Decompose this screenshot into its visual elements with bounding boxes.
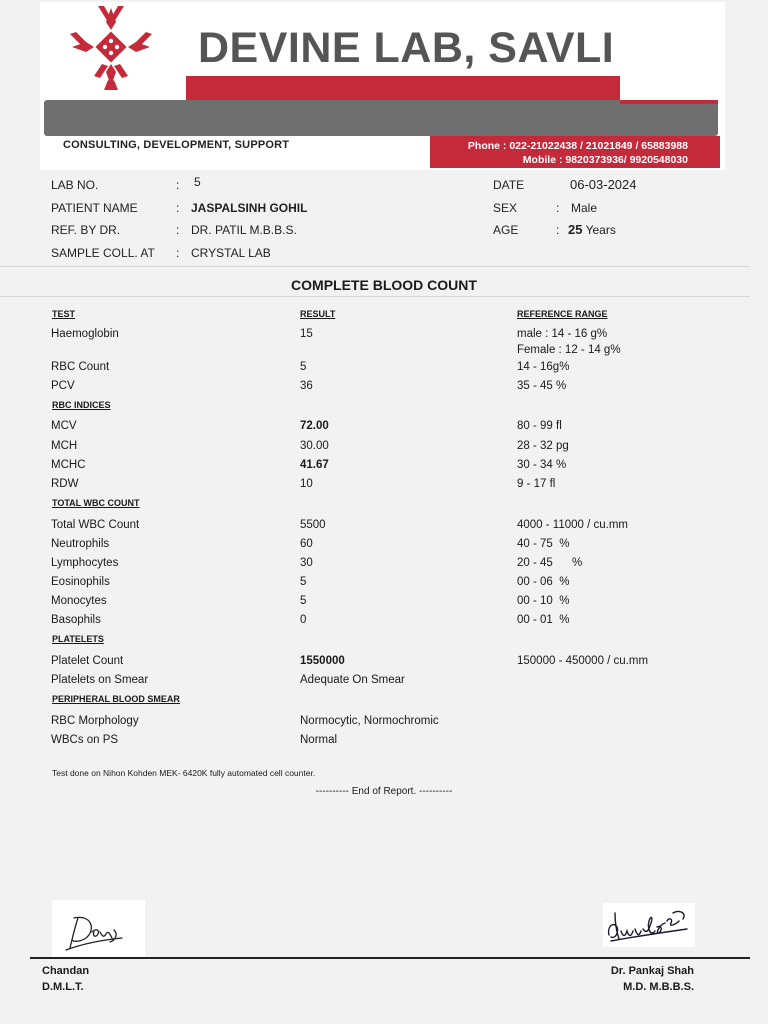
reference-range: 30 - 34 %	[517, 459, 567, 471]
reference-range: Female : 12 - 14 g%	[517, 344, 621, 356]
test-result: 5	[300, 361, 307, 373]
test-name: Monocytes	[51, 595, 107, 607]
colon: :	[556, 201, 560, 215]
test-name: MCHC	[51, 459, 86, 471]
section-heading-rbc-indices: RBC INDICES	[52, 400, 111, 410]
age-number: 25	[568, 222, 583, 237]
section-heading-peripheral-smear: PERIPHERAL BLOOD SMEAR	[52, 694, 180, 704]
header-red-accent	[620, 100, 718, 104]
colon: :	[176, 246, 180, 260]
column-header-result: RESULT	[300, 309, 336, 319]
test-result: 60	[300, 538, 313, 550]
lab-name: DEVINE LAB, SAVLI	[198, 24, 615, 72]
date-value: 06-03-2024	[570, 177, 637, 192]
test-result: 15	[300, 328, 313, 340]
sample-coll-label: SAMPLE COLL. AT	[51, 246, 155, 260]
contact-box	[430, 136, 720, 168]
end-of-report: ---------- End of Report. ----------	[315, 786, 453, 797]
test-result-abnormal: 72.00	[300, 420, 329, 432]
column-header-range: REFERENCE RANGE	[517, 309, 608, 319]
lab-no-label: LAB NO.	[51, 178, 99, 192]
left-signer-title: D.M.L.T.	[42, 981, 84, 993]
footer-rule	[30, 957, 750, 959]
test-name: Haemoglobin	[51, 328, 119, 340]
reference-range: 4000 - 11000 / cu.mm	[517, 519, 629, 531]
date-label: DATE	[493, 178, 525, 192]
test-result: Normal	[300, 734, 338, 746]
colon: :	[176, 223, 180, 237]
test-name: WBCs on PS	[51, 734, 119, 746]
test-name: MCH	[51, 440, 78, 452]
reference-range: 80 - 99 fl	[517, 420, 562, 432]
reference-range: 150000 - 450000 / cu.mm	[517, 655, 649, 667]
test-result: 5500	[300, 519, 326, 531]
sex-value: Male	[571, 201, 598, 215]
reference-range: 00 - 10 %	[517, 595, 570, 607]
test-result: 30	[300, 557, 313, 569]
reference-range: 00 - 01 %	[517, 614, 570, 626]
reference-range: 14 - 16g%	[517, 361, 570, 373]
right-signer-title: M.D. M.B.B.S.	[623, 981, 694, 993]
right-signer-name: Dr. Pankaj Shah	[610, 965, 694, 977]
ref-by-value: DR. PATIL M.B.B.S.	[191, 223, 297, 237]
ref-by-label: REF. BY DR.	[51, 223, 121, 237]
test-result: Adequate On Smear	[300, 674, 405, 686]
colon: :	[176, 201, 180, 215]
header-red-bar	[186, 76, 620, 100]
test-name: Neutrophils	[51, 538, 110, 550]
analyzer-note: Test done on Nihon Kohden MEK- 6420K fully automated cell counter.	[52, 768, 316, 778]
age-unit: Years	[585, 223, 616, 237]
left-signer-name: Chandan	[42, 965, 90, 977]
test-name: RBC Morphology	[51, 715, 139, 727]
right-signature-box	[603, 903, 695, 947]
left-signature-box	[52, 900, 145, 958]
test-result: 36	[300, 380, 313, 392]
age-label: AGE	[493, 223, 519, 237]
patient-name-label: PATIENT NAME	[51, 201, 138, 215]
sample-coll-value: CRYSTAL LAB	[191, 246, 271, 260]
patient-name-value: JASPALSINH GOHIL	[191, 201, 308, 215]
colon: :	[556, 223, 560, 237]
mobile-numbers: Mobile : 9820373936/ 9920548030	[522, 153, 688, 166]
reference-range: 20 - 45 %	[517, 557, 583, 569]
test-result: 0	[300, 614, 307, 626]
lab-logo-icon	[64, 4, 158, 96]
test-name: MCV	[51, 420, 77, 432]
age-value	[568, 222, 616, 237]
right-signature-icon	[603, 903, 695, 947]
test-name: Platelet Count	[51, 655, 124, 667]
left-signature-icon	[52, 900, 145, 958]
test-result-abnormal: 1550000	[300, 655, 345, 667]
column-header-test: TEST	[52, 309, 76, 319]
colon: :	[176, 178, 180, 192]
section-heading-platelets: PLATELETS	[52, 634, 104, 644]
test-result: 30.00	[300, 440, 329, 452]
test-name: Basophils	[51, 614, 101, 626]
test-name: RDW	[51, 478, 79, 490]
lab-tagline: CONSULTING, DEVELOPMENT, SUPPORT	[63, 139, 290, 151]
test-name: Total WBC Count	[51, 519, 140, 531]
test-name: RBC Count	[51, 361, 110, 373]
report-title: COMPLETE BLOOD COUNT	[291, 277, 477, 293]
sex-label: SEX	[493, 201, 518, 215]
header-gray-band	[44, 100, 718, 136]
divider	[0, 296, 750, 297]
test-result-abnormal: 41.67	[300, 459, 329, 471]
divider	[0, 266, 750, 267]
test-name: PCV	[51, 380, 75, 392]
test-name: Eosinophils	[51, 576, 110, 588]
test-result: 10	[300, 478, 313, 490]
reference-range: 00 - 06 %	[517, 576, 570, 588]
reference-range: 40 - 75 %	[517, 538, 570, 550]
test-result: Normocytic, Normochromic	[300, 715, 439, 727]
test-name: Platelets on Smear	[51, 674, 149, 686]
test-name: Lymphocytes	[51, 557, 119, 569]
reference-range: 9 - 17 fl	[517, 478, 556, 490]
reference-range: 28 - 32 pg	[517, 440, 569, 452]
reference-range: male : 14 - 16 g%	[517, 328, 608, 340]
lab-no-value: 5	[194, 175, 201, 189]
reference-range: 35 - 45 %	[517, 380, 567, 392]
test-result: 5	[300, 595, 307, 607]
test-result: 5	[300, 576, 307, 588]
phone-numbers: Phone : 022-21022438 / 21021849 / 65883988	[467, 140, 688, 152]
section-heading-total-wbc: TOTAL WBC COUNT	[52, 498, 140, 508]
